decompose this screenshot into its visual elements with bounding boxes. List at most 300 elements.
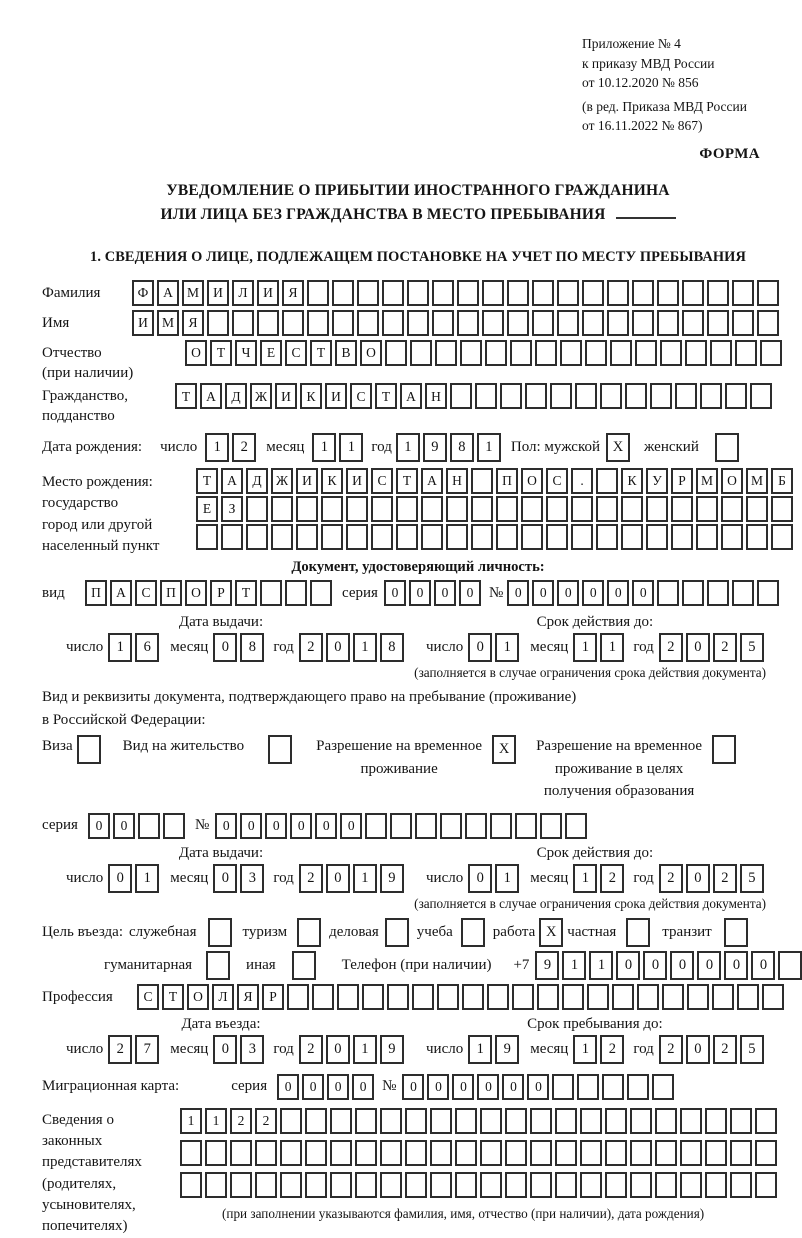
char-cell: [732, 310, 754, 336]
char-cell: [430, 1108, 452, 1134]
char-cell: [446, 496, 468, 522]
char-cell: [405, 1108, 427, 1134]
identity-issue-day-cells: [108, 633, 159, 662]
char-cell: [280, 1140, 302, 1166]
char-cell: [724, 918, 748, 947]
char-cell: 0: [502, 1074, 524, 1100]
birthplace-label: Место рождения: государство город или другой населенный пункт: [42, 474, 160, 554]
char-cell: [755, 1172, 777, 1198]
char-cell: [362, 984, 384, 1010]
char-cell: Ж: [271, 468, 293, 494]
char-cell: 0: [643, 951, 667, 980]
char-cell: Н: [425, 383, 447, 409]
stay-until-month-cells: [573, 1035, 624, 1064]
char-cell: [771, 496, 793, 522]
char-cell: [712, 984, 734, 1010]
surname-label: Фамилия: [42, 284, 101, 301]
char-cell: [680, 1140, 702, 1166]
char-cell: [571, 524, 593, 550]
char-cell: П: [160, 580, 182, 606]
char-cell: И: [132, 310, 154, 336]
purpose-work-checkbox: [539, 918, 563, 947]
char-cell: [407, 310, 429, 336]
char-cell: [602, 1074, 624, 1100]
identity-issue-group: [66, 614, 396, 662]
char-cell: [485, 340, 507, 366]
char-cell: [496, 524, 518, 550]
profession-label: Профессия: [42, 988, 113, 1005]
char-cell: [505, 1108, 527, 1134]
char-cell: 2: [659, 864, 683, 893]
char-cell: [605, 1172, 627, 1198]
char-cell: [260, 580, 282, 606]
char-cell: 1: [339, 433, 363, 462]
surname-cells: [132, 280, 779, 306]
birthdate-year-label: год: [371, 439, 392, 456]
char-cell: Е: [196, 496, 218, 522]
char-cell: [657, 280, 679, 306]
identity-valid-month-cells: [573, 633, 624, 662]
char-cell: Я: [282, 280, 304, 306]
char-cell: К: [321, 468, 343, 494]
char-cell: 2: [600, 864, 624, 893]
char-cell: 1: [477, 433, 501, 462]
stay-until-label: Срок пребывания до:: [527, 1015, 663, 1032]
char-cell: 1: [108, 633, 132, 662]
char-cell: [730, 1140, 752, 1166]
char-cell: 5: [740, 1035, 764, 1064]
birthplace-row2-cells: [196, 496, 793, 522]
char-cell: 1: [312, 433, 336, 462]
purpose-tourism-checkbox: [297, 918, 321, 947]
char-cell: [77, 735, 101, 764]
char-cell: 0: [240, 813, 262, 839]
char-cell: [735, 340, 757, 366]
char-cell: С: [546, 468, 568, 494]
sex-female-checkbox: [715, 433, 739, 462]
birthdate-day-label: число: [160, 439, 198, 456]
identity-issue-label: Дата выдачи:: [178, 614, 264, 631]
char-cell: [357, 280, 379, 306]
char-cell: [432, 310, 454, 336]
char-cell: [321, 496, 343, 522]
residence-permit-checkbox: [268, 735, 292, 764]
appendix-line-3: от 10.12.2020 № 856: [582, 75, 699, 91]
char-cell: [521, 524, 543, 550]
char-cell: [471, 468, 493, 494]
char-cell: [705, 1108, 727, 1134]
char-cell: [346, 496, 368, 522]
char-cell: 0: [427, 1074, 449, 1100]
identity-doc-type-row: [42, 580, 794, 606]
char-cell: 0: [402, 1074, 424, 1100]
char-cell: [530, 1140, 552, 1166]
citizenship-label: Гражданство, подданство: [42, 388, 129, 425]
char-cell: О: [185, 580, 207, 606]
char-cell: [207, 310, 229, 336]
char-cell: [292, 951, 316, 980]
identity-doc-type-cells: [85, 580, 332, 606]
char-cell: 5: [740, 633, 764, 662]
char-cell: Т: [175, 383, 197, 409]
char-cell: [600, 383, 622, 409]
char-cell: [487, 984, 509, 1010]
char-cell: [296, 524, 318, 550]
char-cell: [440, 813, 462, 839]
char-cell: [652, 1074, 674, 1100]
purpose-commercial-checkbox: [385, 918, 409, 947]
char-cell: 0: [113, 813, 135, 839]
char-cell: [465, 813, 487, 839]
char-cell: С: [350, 383, 372, 409]
char-cell: [297, 918, 321, 947]
char-cell: [532, 280, 554, 306]
purpose-label: Цель въезда:: [42, 923, 123, 940]
identity-valid-year-cells: [659, 633, 764, 662]
char-cell: [565, 813, 587, 839]
char-cell: [655, 1108, 677, 1134]
residence-issue-month-cells: [213, 864, 264, 893]
stay-until-year-cells: [659, 1035, 764, 1064]
char-cell: [365, 813, 387, 839]
char-cell: М: [696, 468, 718, 494]
representatives-row1-cells: [180, 1108, 777, 1134]
representatives-label: Сведения о законных представителях (родителях, усыновителях, попечителях): [42, 1111, 142, 1235]
char-cell: 1: [180, 1108, 202, 1134]
temp-residence-education-checkbox: [712, 735, 736, 764]
char-cell: С: [135, 580, 157, 606]
char-cell: [605, 1140, 627, 1166]
char-cell: 0: [751, 951, 775, 980]
char-cell: 0: [277, 1074, 299, 1100]
char-cell: [675, 383, 697, 409]
residence-series-cells: [88, 813, 185, 839]
char-cell: X: [492, 735, 516, 764]
char-cell: 1: [573, 633, 597, 662]
purpose-humanitarian-checkbox: [206, 951, 230, 980]
char-cell: 0: [616, 951, 640, 980]
char-cell: [330, 1108, 352, 1134]
char-cell: А: [200, 383, 222, 409]
char-cell: 0: [265, 813, 287, 839]
birthplace-row1-cells: [196, 468, 793, 494]
option-residence-permit: Вид на жительство: [123, 735, 292, 764]
birthdate-year-cells: [396, 433, 501, 462]
char-cell: М: [157, 310, 179, 336]
char-cell: 1: [396, 433, 420, 462]
char-cell: [635, 340, 657, 366]
char-cell: [435, 340, 457, 366]
char-cell: [446, 524, 468, 550]
stay-until-group: [426, 1016, 764, 1064]
residence-valid-month-cells: [573, 864, 624, 893]
char-cell: [596, 468, 618, 494]
char-cell: [285, 580, 307, 606]
migration-card-label: Миграционная карта:: [42, 1078, 180, 1095]
char-cell: [380, 1140, 402, 1166]
entry-date-group: [66, 1015, 396, 1064]
char-cell: 9: [495, 1035, 519, 1064]
char-cell: [707, 310, 729, 336]
char-cell: [405, 1172, 427, 1198]
char-cell: [457, 280, 479, 306]
char-cell: [330, 1172, 352, 1198]
char-cell: [482, 310, 504, 336]
char-cell: 2: [713, 633, 737, 662]
char-cell: [246, 524, 268, 550]
char-cell: [337, 984, 359, 1010]
char-cell: О: [721, 468, 743, 494]
char-cell: И: [257, 280, 279, 306]
char-cell: А: [110, 580, 132, 606]
representatives-block: [42, 1108, 794, 1238]
char-cell: С: [371, 468, 393, 494]
char-cell: 9: [380, 1035, 404, 1064]
char-cell: [230, 1172, 252, 1198]
char-cell: 0: [108, 864, 132, 893]
char-cell: Б: [771, 468, 793, 494]
char-cell: [415, 813, 437, 839]
char-cell: [557, 280, 579, 306]
char-cell: [271, 496, 293, 522]
entry-date-label: Дата въезда:: [181, 1015, 261, 1032]
sex-male-checkbox: [606, 433, 630, 462]
char-cell: [271, 524, 293, 550]
char-cell: 0: [213, 633, 237, 662]
char-cell: [580, 1172, 602, 1198]
residence-doc-intro-2: в Российской Федерации:: [42, 712, 206, 729]
char-cell: [480, 1108, 502, 1134]
char-cell: [196, 524, 218, 550]
char-cell: [715, 433, 739, 462]
residence-doc-options: [42, 735, 794, 803]
char-cell: 1: [600, 633, 624, 662]
char-cell: Я: [182, 310, 204, 336]
appendix-line-2: к приказу МВД России: [582, 55, 715, 71]
char-cell: 0: [557, 580, 579, 606]
char-cell: 1: [562, 951, 586, 980]
char-cell: А: [157, 280, 179, 306]
char-cell: [268, 735, 292, 764]
char-cell: 0: [468, 864, 492, 893]
char-cell: X: [539, 918, 563, 947]
char-cell: [637, 984, 659, 1010]
char-cell: [310, 580, 332, 606]
char-cell: [730, 1108, 752, 1134]
char-cell: [721, 496, 743, 522]
char-cell: [755, 1108, 777, 1134]
char-cell: [312, 984, 334, 1010]
char-cell: 8: [240, 633, 264, 662]
char-cell: [710, 340, 732, 366]
char-cell: Ч: [235, 340, 257, 366]
identity-doc-dates: [42, 614, 794, 662]
char-cell: [305, 1140, 327, 1166]
char-cell: [682, 310, 704, 336]
char-cell: [757, 310, 779, 336]
char-cell: [587, 984, 609, 1010]
char-cell: 0: [632, 580, 654, 606]
char-cell: Т: [196, 468, 218, 494]
char-cell: З: [221, 496, 243, 522]
char-cell: С: [285, 340, 307, 366]
char-cell: 7: [135, 1035, 159, 1064]
char-cell: [705, 1172, 727, 1198]
char-cell: [507, 280, 529, 306]
residence-issue-year-cells: [299, 864, 404, 893]
char-cell: 0: [290, 813, 312, 839]
residence-valid-dmy: число 0 1 месяц 1 2 год 2 0 2 5: [426, 864, 764, 893]
char-cell: 1: [573, 1035, 597, 1064]
char-cell: [700, 383, 722, 409]
char-cell: [625, 383, 647, 409]
firstname-cells: [132, 310, 779, 336]
stay-until-day-cells: [468, 1035, 519, 1064]
section1-heading: 1. СВЕДЕНИЯ О ЛИЦЕ, ПОДЛЕЖАЩЕМ ПОСТАНОВКЕ НА УЧЕТ ПО МЕСТУ ПРЕБЫВАНИЯ: [90, 248, 746, 265]
appendix-note: [582, 97, 772, 136]
char-cell: [455, 1108, 477, 1134]
birthplace-row3-cells: [196, 524, 793, 550]
char-cell: 1: [353, 1035, 377, 1064]
char-cell: М: [746, 468, 768, 494]
char-cell: [535, 340, 557, 366]
char-cell: Р: [262, 984, 284, 1010]
char-cell: [707, 280, 729, 306]
char-cell: 2: [713, 864, 737, 893]
char-cell: Н: [446, 468, 468, 494]
char-cell: [582, 310, 604, 336]
char-cell: .: [571, 468, 593, 494]
purpose-business-checkbox: [208, 918, 232, 947]
birthdate-day-cells: [205, 433, 256, 462]
char-cell: 0: [213, 864, 237, 893]
char-cell: [630, 1108, 652, 1134]
char-cell: [737, 984, 759, 1010]
char-cell: [546, 524, 568, 550]
char-cell: Ж: [250, 383, 272, 409]
char-cell: И: [275, 383, 297, 409]
char-cell: Р: [671, 468, 693, 494]
char-cell: [696, 524, 718, 550]
char-cell: [455, 1172, 477, 1198]
char-cell: 2: [600, 1035, 624, 1064]
char-cell: 0: [670, 951, 694, 980]
purpose-other-checkbox: [292, 951, 316, 980]
char-cell: 0: [477, 1074, 499, 1100]
char-cell: [555, 1108, 577, 1134]
char-cell: [230, 1140, 252, 1166]
residence-doc-intro-1: Вид и реквизиты документа, подтверждающего право на пребывание (проживание): [42, 689, 577, 706]
char-cell: [596, 524, 618, 550]
char-cell: [546, 496, 568, 522]
char-cell: [585, 340, 607, 366]
char-cell: [505, 1172, 527, 1198]
char-cell: Л: [212, 984, 234, 1010]
residence-valid-label: Срок действия до:: [536, 844, 654, 861]
char-cell: С: [137, 984, 159, 1010]
char-cell: 0: [327, 1074, 349, 1100]
char-cell: 8: [450, 433, 474, 462]
char-cell: [180, 1172, 202, 1198]
char-cell: [296, 496, 318, 522]
patronymic-row: [42, 340, 794, 384]
char-cell: [396, 496, 418, 522]
char-cell: [280, 1108, 302, 1134]
char-cell: [632, 280, 654, 306]
residence-issue-day-cells: [108, 864, 159, 893]
char-cell: [540, 813, 562, 839]
purpose-row-2: гуманитарная иная Телефон (при наличии) +7 9 1 1 0 0 0 0 0 0: [42, 951, 794, 980]
residence-valid-note: (заполняется в случае ограничения срока действия документа): [414, 895, 766, 911]
identity-valid-note: (заполняется в случае ограничения срока действия документа): [414, 665, 766, 681]
purpose-transit-checkbox: [724, 918, 748, 947]
char-cell: [357, 310, 379, 336]
char-cell: О: [521, 468, 543, 494]
char-cell: [246, 496, 268, 522]
residence-number-cells: [215, 813, 587, 839]
char-cell: [355, 1172, 377, 1198]
residence-series-label: серия: [42, 817, 78, 834]
char-cell: 0: [215, 813, 237, 839]
identity-issue-dmy: число 1 6 месяц 0 8 год 2 0 1 8: [66, 633, 376, 662]
appendix-note-line-1: (в ред. Приказа МВД России: [582, 98, 747, 114]
char-cell: [532, 310, 554, 336]
char-cell: [307, 280, 329, 306]
char-cell: 0: [326, 1035, 350, 1064]
char-cell: [457, 310, 479, 336]
identity-issue-year-cells: [299, 633, 404, 662]
char-cell: [560, 340, 582, 366]
char-cell: И: [325, 383, 347, 409]
char-cell: 2: [713, 1035, 737, 1064]
representatives-row3-cells: [180, 1172, 777, 1198]
birthplace-cells-block: [196, 468, 793, 550]
form-label: ФОРМА: [699, 145, 760, 162]
char-cell: 1: [205, 1108, 227, 1134]
residence-issue-label: Дата выдачи:: [178, 844, 264, 861]
citizenship-row: [42, 383, 794, 427]
surname-row: [42, 280, 794, 306]
char-cell: [650, 383, 672, 409]
char-cell: [555, 1140, 577, 1166]
char-cell: [746, 524, 768, 550]
purpose-study-checkbox: [461, 918, 485, 947]
identity-issue-month-cells: [213, 633, 264, 662]
char-cell: 2: [255, 1108, 277, 1134]
char-cell: [605, 1108, 627, 1134]
char-cell: [646, 524, 668, 550]
char-cell: [596, 496, 618, 522]
char-cell: [321, 524, 343, 550]
char-cell: [430, 1172, 452, 1198]
char-cell: И: [346, 468, 368, 494]
char-cell: [680, 1108, 702, 1134]
char-cell: [405, 1140, 427, 1166]
char-cell: М: [182, 280, 204, 306]
char-cell: [430, 1140, 452, 1166]
char-cell: Д: [246, 468, 268, 494]
char-cell: 0: [326, 864, 350, 893]
char-cell: Т: [396, 468, 418, 494]
phone-cells: [535, 951, 802, 980]
char-cell: [771, 524, 793, 550]
char-cell: 0: [697, 951, 721, 980]
char-cell: [385, 918, 409, 947]
char-cell: [205, 1172, 227, 1198]
char-cell: [730, 1172, 752, 1198]
char-cell: 0: [352, 1074, 374, 1100]
char-cell: [462, 984, 484, 1010]
